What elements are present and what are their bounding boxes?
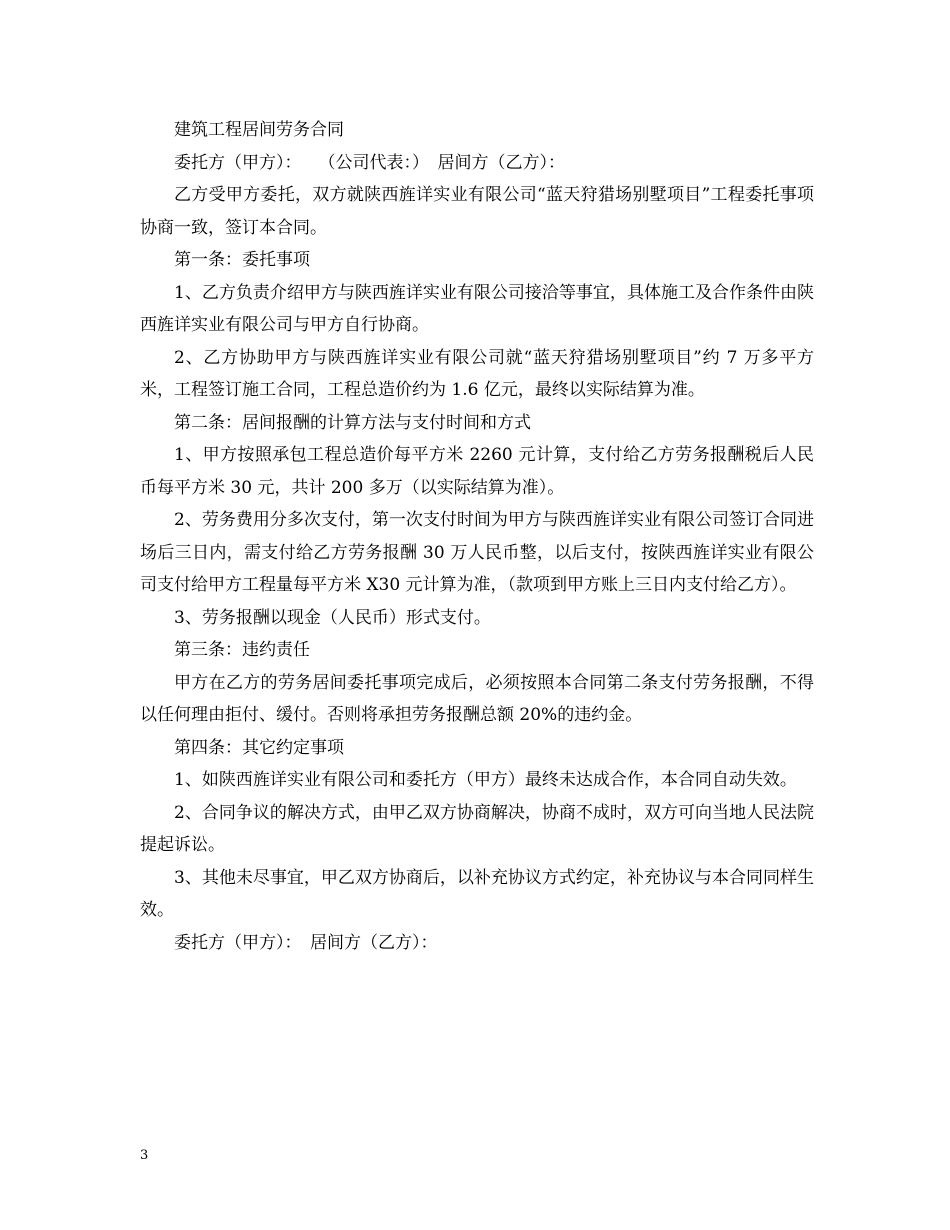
signature-line: 委托方（甲方）： 居间方（乙方）： bbox=[174, 932, 438, 953]
document-title: 建筑工程居间劳务合同 bbox=[174, 120, 344, 140]
article-1-clause-1: 1、乙方负责介绍甲方与陕西旌详实业有限公司接洽等事宜，具体施工及合作条件由陕西旌详实业有限公司与甲方自行协商。 bbox=[140, 282, 814, 335]
article-4-heading: 第四条：其它约定事项 bbox=[174, 737, 344, 758]
article-2-heading: 第二条：居间报酬的计算方法与支付时间和方式 bbox=[174, 412, 531, 433]
article-2-clause-3: 3、劳务报酬以现金（人民币）形式支付。 bbox=[174, 607, 491, 628]
article-1-heading: 第一条：委托事项 bbox=[174, 250, 310, 270]
page-number: 3 bbox=[140, 1148, 149, 1163]
article-2-clause-2: 2、劳务费用分多次支付，第一次支付时间为甲方与陕西旌详实业有限公司签订合同进场后三日内，需支付给乙方劳务报酬 30 万人民币整，以后支付，按陕西旌详实业有限公司支付给甲方工程量每平方米 X30 元计算为准，（款项到甲方账上三日内支付给乙方）。 bbox=[140, 510, 814, 595]
article-2-clause-1: 1、甲方按照承包工程总造价每平方米 2260 元计算，支付给乙方劳务报酬税后人民币每平方米 30 元，共计 200 多万（以实际结算为准）。 bbox=[140, 445, 814, 498]
article-1-clause-2: 2、乙方协助甲方与陕西旌详实业有限公司就“蓝天狩猎场别墅项目”约 7 万多平方米，工程签订施工合同，工程总造价约为 1.6 亿元，最终以实际结算为准。 bbox=[140, 347, 814, 400]
article-3-heading: 第三条：违约责任 bbox=[174, 640, 310, 660]
article-4-clause-3: 3、其他未尽事宜，甲乙双方协商后，以补充协议方式约定，补充协议与本合同同样生效。 bbox=[140, 867, 814, 920]
preamble-paragraph: 乙方受甲方委托，双方就陕西旌详实业有限公司“蓝天狩猎场别墅项目”工程委托事项协商一致，签订本合同。 bbox=[140, 185, 814, 238]
article-4-clause-2: 2、合同争议的解决方式，由甲乙双方协商解决，协商不成时，双方可向当地人民法院提起诉讼。 bbox=[140, 802, 814, 855]
document-body bbox=[140, 114, 814, 959]
article-3-body: 甲方在乙方的劳务居间委托事项完成后，必须按照本合同第二条支付劳务报酬，不得以任何理由拒付、缓付。否则将承担劳务报酬总额 20%的违约金。 bbox=[140, 672, 814, 725]
article-4-clause-1: 1、如陕西旌详实业有限公司和委托方（甲方）最终未达成合作，本合同自动失效。 bbox=[174, 770, 797, 790]
parties-line: 委托方（甲方）： （公司代表：） 居间方（乙方）： bbox=[174, 152, 565, 173]
